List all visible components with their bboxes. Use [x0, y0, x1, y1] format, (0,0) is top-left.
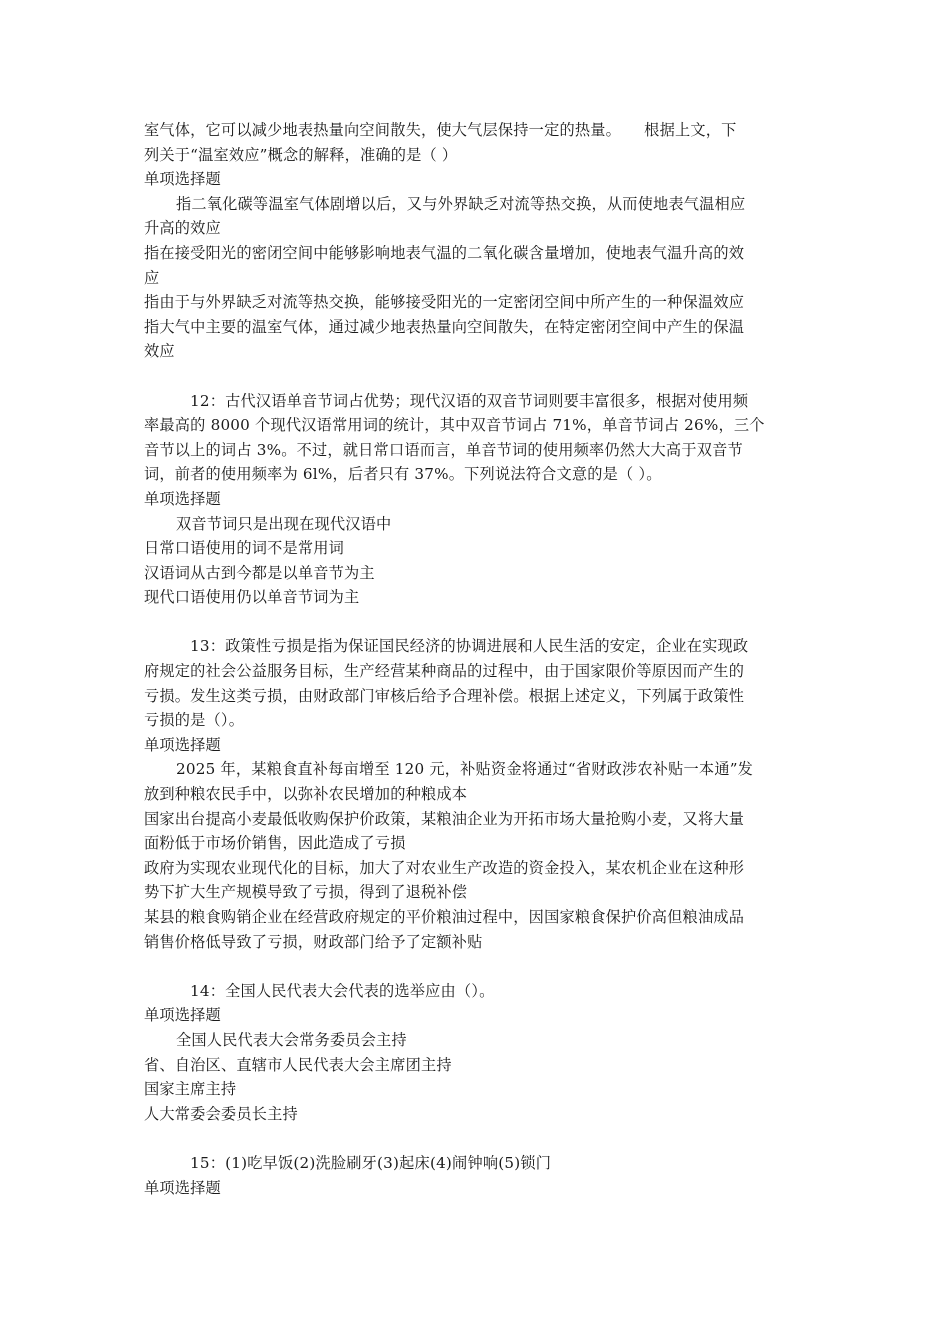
document-page — [144, 118, 812, 1200]
option-b-cont: 应 — [144, 268, 160, 287]
question-stem-line: 12：古代汉语单音节词占优势；现代汉语的双音节词则要丰富很多，根据对使用频 — [190, 391, 749, 410]
question-type-label: 单项选择题 — [144, 1178, 221, 1197]
question-12 — [144, 389, 812, 610]
option-b: 省、自治区、直辖市人民代表大会主席团主持 — [144, 1055, 452, 1074]
option-b: 国家出台提高小麦最低收购保护价政策，某粮油企业为开拓市场大量抢购小麦，又将大量 — [144, 809, 745, 828]
option-c: 指由于与外界缺乏对流等热交换，能够接受阳光的一定密闭空间中所产生的一种保温效应 — [144, 293, 745, 312]
option-b: 日常口语使用的词不是常用词 — [144, 539, 345, 558]
question-stem-line: 亏损的是（）。 — [144, 711, 245, 730]
question-stem-line: 亏损。发生这类亏损，由财政部门审核后给予合理补偿。根据上述定义，下列属于政策性 — [144, 686, 745, 705]
option-c: 国家主席主持 — [144, 1080, 237, 1099]
question-13 — [144, 634, 812, 954]
question-stem-line: 15：(1)吃早饭(2)洗脸刷牙(3)起床(4)闹钟响(5)锁门 — [190, 1153, 552, 1172]
option-b: 指在接受阳光的密闭空间中能够影响地表气温的二氧化碳含量增加，使地表气温升高的效 — [144, 243, 745, 262]
question-11 — [144, 118, 812, 364]
question-stem-line: 词，前者的使用频率为 6l%，后者只有 37%。下列说法符合文意的是（ ）。 — [144, 465, 662, 484]
option-a: 全国人民代表大会常务委员会主持 — [176, 1030, 407, 1049]
question-14 — [144, 979, 812, 1127]
question-stem-line: 率最高的 8000 个现代汉语常用词的统计，其中双音节词占 71%，单音节词占 26%，三个 — [144, 416, 765, 435]
question-stem-line: 13：政策性亏损是指为保证国民经济的协调进展和人民生活的安定，企业在实现政 — [190, 637, 749, 656]
question-type-label: 单项选择题 — [144, 735, 221, 754]
question-type-label: 单项选择题 — [144, 489, 221, 508]
option-a: 指二氧化碳等温室气体剧增以后，又与外界缺乏对流等热交换，从而使地表气温相应 — [176, 194, 746, 213]
question-stem-line: 14：全国人民代表大会代表的选举应由（）。 — [190, 981, 495, 1000]
question-stem-line: 列关于“温室效应”概念的解释，准确的是（ ） — [144, 145, 458, 164]
option-d: 人大常委会委员长主持 — [144, 1104, 298, 1123]
option-c-cont: 势下扩大生产规模导致了亏损，得到了退税补偿 — [144, 883, 468, 902]
option-d: 现代口语使用仍以单音节词为主 — [144, 588, 360, 607]
question-stem-line: 府规定的社会公益服务目标，生产经营某种商品的过程中，由于国家限价等原因而产生的 — [144, 662, 745, 681]
option-a-cont: 放到种粮农民手中，以弥补农民增加的种粮成本 — [144, 785, 468, 804]
option-d: 指大气中主要的温室气体，通过减少地表热量向空间散失，在特定密闭空间中产生的保温 — [144, 317, 745, 336]
question-type-label: 单项选择题 — [144, 170, 221, 189]
option-d: 某县的粮食购销企业在经营政府规定的平价粮油过程中，因国家粮食保护价高但粮油成品 — [144, 908, 745, 926]
option-a-cont: 升高的效应 — [144, 219, 221, 238]
option-d-cont: 销售价格低导致了亏损，财政部门给予了定额补贴 — [144, 932, 483, 951]
question-15 — [144, 1151, 812, 1200]
option-c: 政府为实现农业现代化的目标，加大了对农业生产改造的资金投入，某农机企业在这种形 — [144, 858, 745, 877]
option-b-cont: 面粉低于市场价销售，因此造成了亏损 — [144, 834, 406, 853]
question-stem-line: 室气体，它可以减少地表热量向空间散失，使大气层保持一定的热量。 根据上文，下 — [144, 121, 737, 139]
question-stem-line: 音节以上的词占 3%。不过，就日常口语而言，单音节词的使用频率仍然大大高于双音节 — [144, 440, 743, 459]
option-a: 2025 年，某粮食直补每亩增至 120 元，补贴资金将通过“省财政涉农补贴一本通”发 — [176, 760, 754, 779]
option-c: 汉语词从古到今都是以单音节为主 — [144, 563, 375, 582]
option-a: 双音节词只是出现在现代汉语中 — [176, 514, 392, 533]
question-type-label: 单项选择题 — [144, 1006, 221, 1025]
option-d-cont: 效应 — [144, 342, 175, 361]
